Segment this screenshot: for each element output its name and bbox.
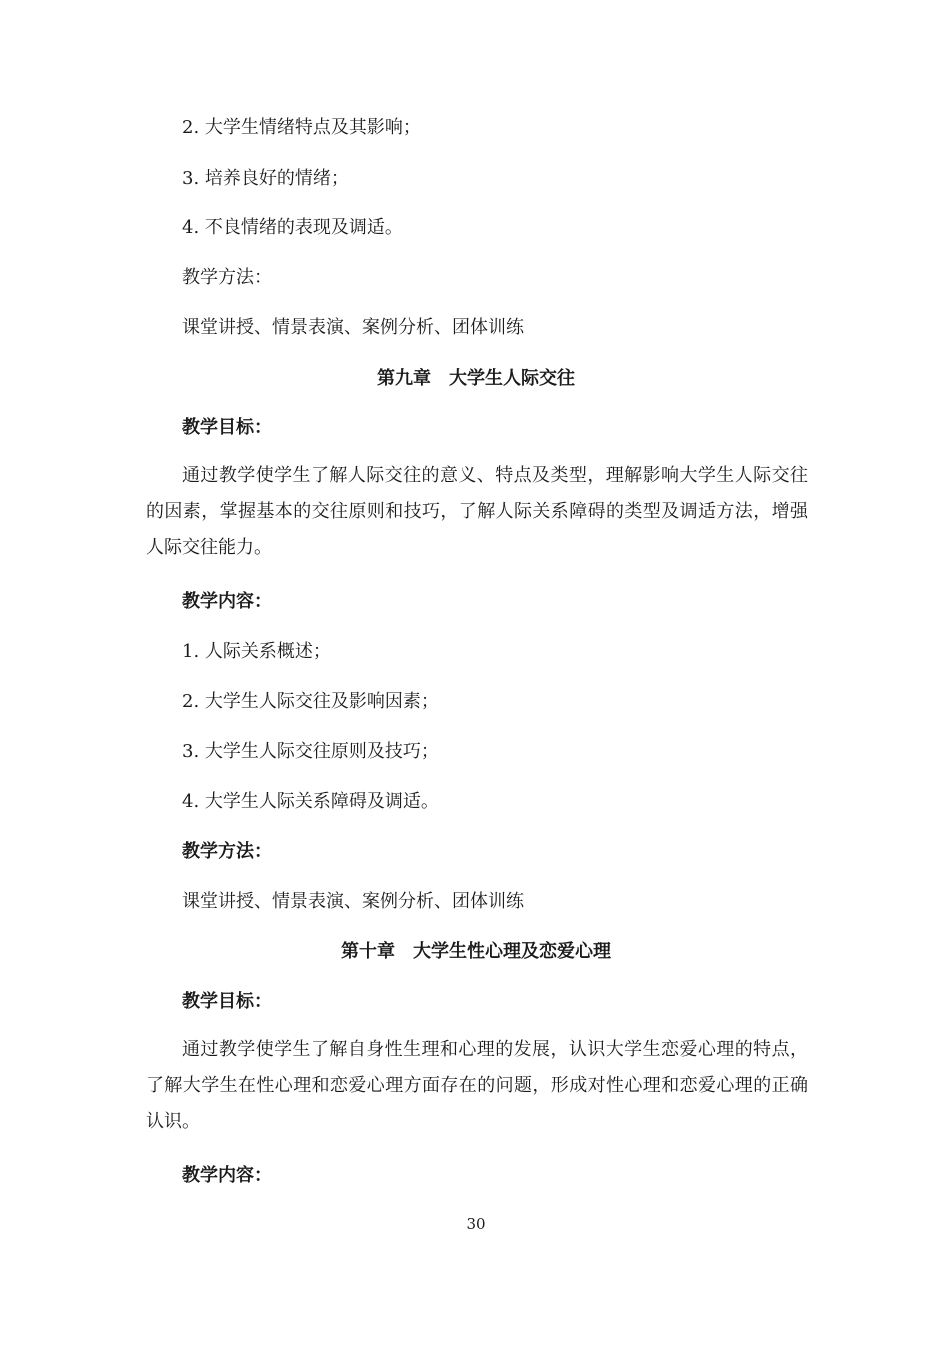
method-text: 课堂讲授、情景表演、案例分析、团体训练: [182, 891, 524, 912]
objective-paragraph: 通过教学使学生了解自身性生理和心理的发展，认识大学生恋爱心理的特点，了解大学生在性心理和恋爱心理方面存在的问题，形成对性心理和恋爱心理的正确认识。: [146, 1039, 808, 1132]
method-text: 课堂讲授、情景表演、案例分析、团体训练: [182, 317, 524, 338]
chapter-9-title: 第九章 大学生人际交往: [377, 368, 575, 389]
method-label: 教学方法：: [182, 841, 272, 862]
objective-label: 教学目标：: [182, 417, 272, 438]
list-item: 2. 大学生情绪特点及其影响；: [182, 117, 421, 138]
list-item: 4. 不良情绪的表现及调适。: [182, 217, 403, 238]
objective-paragraph: 通过教学使学生了解人际交往的意义、特点及类型，理解影响大学生人际交往的因素，掌握基本的交往原则和技巧，了解人际关系障碍的类型及调适方法，增强人际交往能力。: [146, 465, 808, 558]
content-label: 教学内容：: [182, 591, 272, 612]
chapter-10-title: 第十章 大学生性心理及恋爱心理: [341, 941, 611, 962]
list-item: 3. 大学生人际交往原则及技巧；: [182, 741, 439, 762]
list-item: 4. 大学生人际关系障碍及调适。: [182, 791, 439, 812]
list-item: 1. 人际关系概述；: [182, 641, 331, 662]
objective-label: 教学目标：: [182, 991, 272, 1012]
content-label: 教学内容：: [182, 1165, 272, 1186]
list-item: 2. 大学生人际交往及影响因素；: [182, 691, 439, 712]
list-item: 3. 培养良好的情绪；: [182, 168, 349, 189]
method-label: 教学方法：: [182, 267, 272, 288]
page-number: 30: [466, 1215, 486, 1233]
